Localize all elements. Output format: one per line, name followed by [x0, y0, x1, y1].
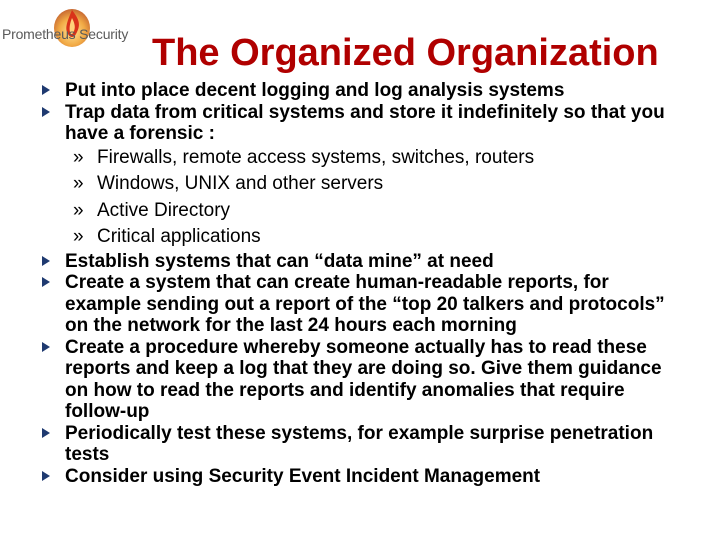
- sub-bullet-item: [65, 145, 685, 172]
- bullet-text: Establish systems that can “data mine” at need: [65, 250, 494, 272]
- bullet-item: [0, 102, 685, 251]
- sub-bullet-marker-icon: »: [73, 173, 84, 194]
- bullet-item: [0, 80, 685, 102]
- sub-bullet-text: Firewalls, remote access systems, switches, routers: [97, 146, 535, 168]
- slide-title: The Organized Organization: [152, 32, 659, 74]
- sub-bullet-marker-icon: »: [73, 146, 84, 168]
- bullet-arrow-icon: [42, 342, 50, 352]
- bullet-arrow-icon: [42, 277, 50, 287]
- bullet-item: [0, 251, 685, 273]
- bullet-text: Create a system that can create human-readable reports, for example sending out a report of the “top 20 talkers and protocols” on the network for the last 24 hours each morning: [65, 272, 665, 336]
- bullet-item: [0, 272, 685, 337]
- sub-bullet-text: Active Directory: [97, 199, 231, 221]
- bullet-text: Trap data from critical systems and store it indefinitely so that you have a forensic :: [65, 101, 665, 144]
- sub-bullet-text: Windows, UNIX and other servers: [97, 173, 384, 194]
- bullet-arrow-icon: [42, 85, 50, 95]
- sub-bullet-item: [65, 171, 685, 198]
- bullet-arrow-icon: [42, 471, 50, 481]
- logo-text: Prometheus Security: [2, 26, 129, 42]
- sub-bullet-list: [65, 145, 685, 251]
- sub-bullet-marker-icon: »: [73, 226, 84, 247]
- bullet-text: Periodically test these systems, for example surprise penetration tests: [65, 422, 654, 465]
- sub-bullet-text: Critical applications: [97, 226, 261, 247]
- bullet-arrow-icon: [42, 428, 50, 438]
- bullet-item: [0, 466, 685, 488]
- bullet-arrow-icon: [42, 256, 50, 266]
- sub-bullet-item: [65, 224, 685, 251]
- bullet-item: [0, 423, 685, 466]
- bullet-text: Consider using Security Event Incident Management: [65, 465, 541, 487]
- sub-bullet-item: [65, 198, 685, 225]
- bullet-text: Create a procedure whereby someone actually has to read these reports and keep a log that they are doing so. Give them guidance on how to read the reports and identify anomalies that require follow-up: [65, 336, 662, 422]
- company-logo: [2, 4, 147, 64]
- sub-bullet-marker-icon: »: [73, 199, 84, 221]
- bullet-text: Put into place decent logging and log analysis systems: [65, 80, 565, 101]
- bullet-arrow-icon: [42, 107, 50, 117]
- bullet-item: [0, 337, 685, 423]
- bullet-list: [0, 80, 720, 487]
